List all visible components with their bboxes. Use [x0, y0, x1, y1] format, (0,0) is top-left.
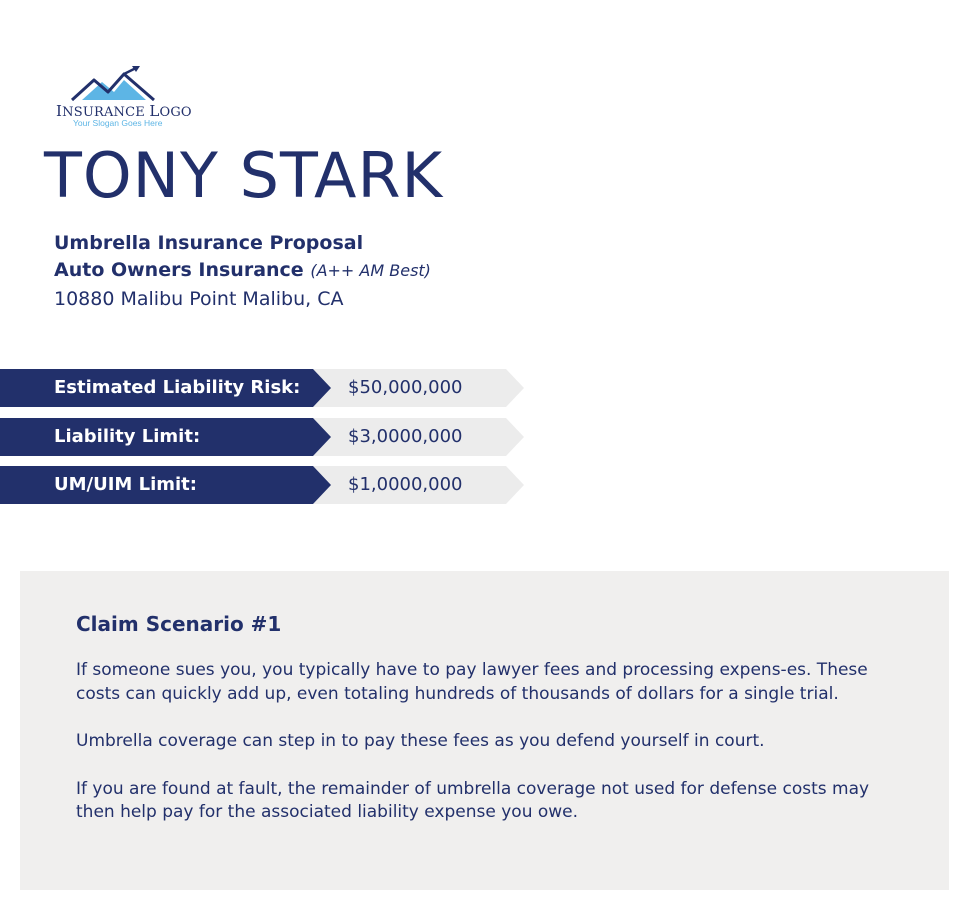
limit-label: Estimated Liability Risk:: [54, 377, 301, 398]
carrier-rating: (A++ AM Best): [310, 261, 431, 280]
limit-value: $3,0000,000: [348, 426, 463, 447]
limit-row-estimated-liability-risk: [0, 369, 524, 407]
scenario-paragraph: If someone sues you, you typically have to pay lawyer fees and processing expens-es. These costs can quickly add up, even totaling hundreds of thousands of dollars for a single trial.: [76, 660, 868, 704]
mountain-arrow-icon: [68, 66, 176, 102]
carrier-line: [54, 257, 431, 284]
property-address: 10880 Malibu Point Malibu, CA: [54, 288, 344, 310]
scenario-title: Claim Scenario #1: [76, 612, 282, 636]
carrier-name: Auto Owners Insurance: [54, 259, 304, 281]
scenario-body: [76, 659, 886, 849]
client-name: TONY STARK: [44, 139, 444, 212]
insurance-logo: [56, 66, 192, 128]
logo-wordmark: INSURANCE LOGO: [56, 102, 192, 120]
logo-slogan: Your Slogan Goes Here: [73, 118, 163, 128]
scenario-paragraph: Umbrella coverage can step in to pay these fees as you defend yourself in court.: [76, 731, 765, 751]
limit-value: $50,000,000: [348, 377, 463, 398]
scenario-paragraph: If you are found at fault, the remainder of umbrella coverage not used for defense costs may then help pay for the associated liability expense you owe.: [76, 778, 870, 822]
limit-label: UM/UIM Limit:: [54, 474, 197, 495]
claim-scenario-panel: [20, 571, 949, 890]
limit-label: Liability Limit:: [54, 426, 201, 447]
limit-row-liability-limit: [0, 418, 524, 456]
proposal-title: Umbrella Insurance Proposal: [54, 232, 364, 254]
proposal-info: [54, 230, 431, 314]
limit-row-um-uim-limit: [0, 466, 524, 504]
limit-value: $1,0000,000: [348, 474, 463, 495]
